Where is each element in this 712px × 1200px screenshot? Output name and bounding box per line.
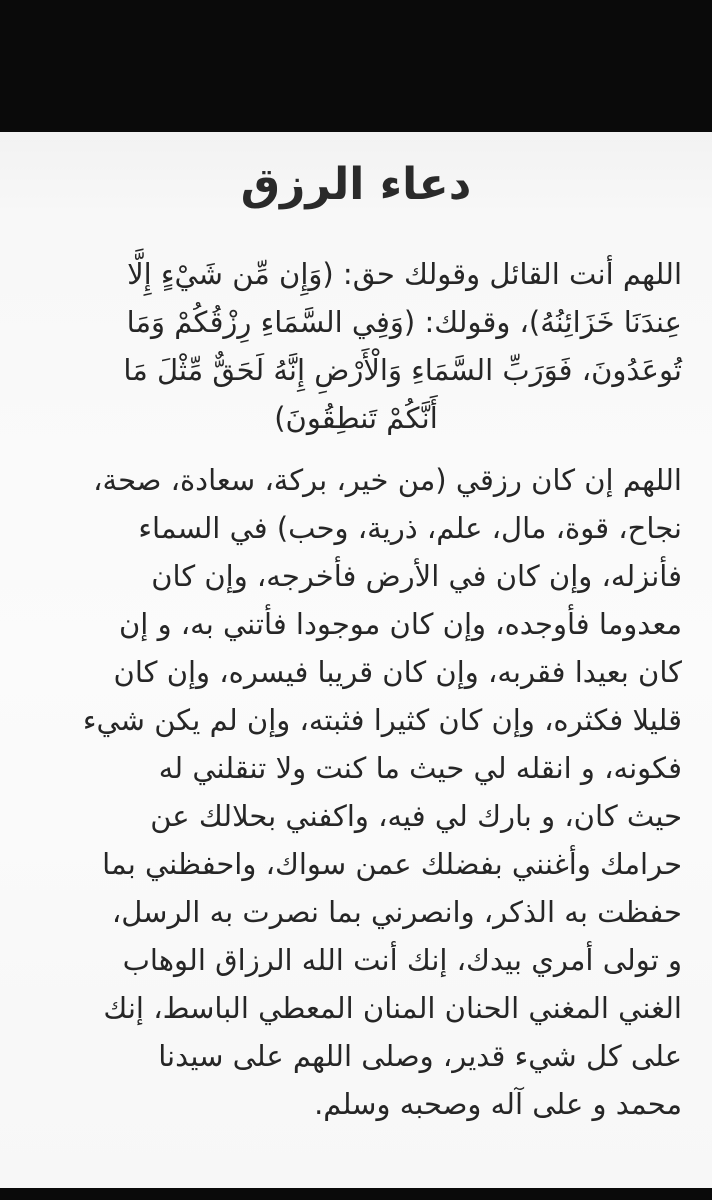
dua-line: حفظت به الذكر، وانصرني بما نصرت به الرسل، bbox=[111, 895, 682, 929]
top-black-band bbox=[0, 0, 712, 132]
verse-line: عِندَنَا خَزَائِنُهُ)، وقولك: (وَفِي السَّمَاءِ رِزْقُكُمْ وَمَا bbox=[126, 305, 682, 339]
dua-line: قليلا فكثره، وإن كان كثيرا فثبته، وإن لم يكن شيء bbox=[82, 703, 682, 737]
bottom-black-band bbox=[0, 1188, 712, 1200]
dua-line: حيث كان، و بارك لي فيه، واكفني بحلالك عن bbox=[150, 799, 682, 833]
dua-line: نجاح، قوة، مال، علم، ذرية، وحب) في السماء bbox=[138, 511, 682, 545]
dua-line: معدوما فأوجده، وإن كان موجودا فأتني به، و إن bbox=[119, 607, 682, 641]
dua-line: فأنزله، وإن كان في الأرض فأخرجه، وإن كان bbox=[151, 559, 682, 593]
dua-body bbox=[30, 250, 682, 1128]
verse-line: أَنَّكُمْ تَنطِقُونَ) bbox=[274, 401, 438, 435]
verse-line: تُوعَدُونَ، فَوَرَبِّ السَّمَاءِ وَالْأَرْضِ إِنَّهُ لَحَقٌّ مِّثْلَ مَا bbox=[123, 353, 682, 387]
dua-line: و تولى أمري بيدك، إنك أنت الله الرزاق الوهاب bbox=[122, 943, 682, 977]
paragraph-gap bbox=[30, 442, 682, 456]
dua-line: محمد و على آله وصحبه وسلم. bbox=[314, 1087, 682, 1121]
dua-line: اللهم إن كان رزقي (من خير، بركة، سعادة، صحة، bbox=[93, 463, 682, 497]
dua-line: حرامك وأغنني بفضلك عمن سواك، واحفظني بما bbox=[102, 847, 682, 881]
dua-line: فكونه، و انقله لي حيث ما كنت ولا تنقلني له bbox=[158, 751, 682, 785]
dua-line: على كل شيء قدير، وصلى اللهم على سيدنا bbox=[158, 1039, 682, 1073]
dua-line: كان بعيدا فقربه، وإن كان قريبا فيسره، وإن كان bbox=[113, 655, 682, 689]
verse-line: اللهم أنت القائل وقولك حق: (وَإِن مِّن شَيْءٍ إِلَّا bbox=[127, 257, 682, 291]
page-title: دعاء الرزق bbox=[240, 159, 472, 210]
dua-line: الغني المغني الحنان المنان المعطي الباسط، إنك bbox=[103, 991, 682, 1025]
